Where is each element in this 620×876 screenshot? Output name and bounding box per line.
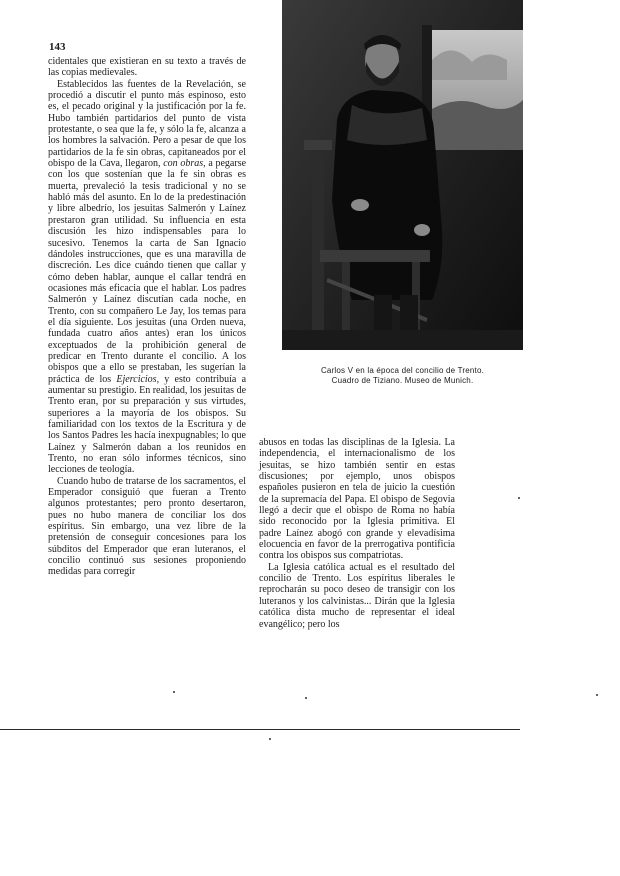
emphasis-text: con obras, (163, 158, 206, 170)
photo-caption (282, 366, 523, 386)
text-run: a pegarse con los que sostenían que la fe sin obras es muerta, prevaleció la tesis tradicional y no se habló más del asunto. En lo de la predestinación y libre albedrío, los jesuitas Salmerón y Laínez prestaron gran utilidad. Su influencia en esta discusión les hizo indispensables para lo sucesivo. Tenemos la carta de San Ignacio dándoles instrucciones, que es una maravilla de discreción. Les dice cuándo tienen que callar y cómo deben hablar, aunque el callar tendrá en ocasiones más eficacia que el hablar. Los padres Salmerón y Laínez discutían cada noche, en Trento, con su compañero Le Jay, los temas para el día siguiente. Los jesuitas (una Orden nueva, fundada cuatro años antes) eran los únicos exceptuados de la prohibición general de predicar en Trento durante el concilio. A los obispos que a ello se prestaban, les sugerían la práctica de los (48, 158, 247, 385)
scan-speck (269, 738, 271, 740)
text-run: Establecidos las fuentes de la Revelación, se procedió a discutir el punto más espinoso, esto es, el pecado original y la justificación por la fe. Hubo también partidarios del punto de vista protestante, o sea que la fe, y sólo la fe, alcanza a los hombres la salvación. Pero a pesar de que los partidarios de la fe sin obras, capitaneados por el obispo de la Cava, llegaron, (48, 78, 246, 170)
scan-speck (596, 694, 598, 696)
caption-line: Cuadro de Tiziano. Museo de Munich. (331, 376, 474, 385)
scan-speck (305, 697, 307, 699)
portrait-photo (282, 0, 523, 350)
caption-line: Carlos V en la época del concilio de Trento. (320, 366, 485, 375)
paragraph: Cuando hubo de tratarse de los sacramentos, el Emperador consiguió que fueran a Trento algunos protestantes; pero pronto desertaron, pues no hubo manera de conciliar los dos espíritus. Sin embargo, una vez libre de la pretensión de conseguir concesiones para los súbditos del Emperador que eran luteranos, el concilio continuó sus sesiones proponiendo medidas para corregir (48, 475, 246, 578)
paragraph (48, 79, 246, 476)
paragraph: La Iglesia católica actual es el resultado del concilio de Trento. Los espíritus liberales le reprocharán su poco deseo de transigir con los luteranos y los calvinistas... Dirán que la Iglesia católica dista mucho de representar el ideal evangélico; pero los (259, 561, 455, 630)
page-bottom-rule (0, 729, 520, 730)
scan-speck (173, 691, 175, 693)
scan-speck (518, 497, 520, 499)
text-column-right (259, 437, 455, 630)
text-run: y esto contribuía a aumentar su prestigio. En realidad, los jesuitas de Trento eran, por su preparación y sus virtudes, superiores a la mayoría de los obispos. Su familiaridad con los textos de la Escritura y de los Santos Padres les hacía inexpugnables; lo que Laínez y Salmerón daban a los reunidos en Trento, no eran sólo informes técnicos, sino lecciones de teología. (48, 373, 247, 476)
portrait-illustration (282, 0, 523, 350)
emphasis-text: Ejercicios, (116, 373, 160, 385)
paragraph: abusos en todas las disciplinas de la Iglesia. La independencia, el internacionalismo de los jesuitas, se hizo también sentir en estas discusiones; por ejemplo, unos obispos españoles pusieron en tela de juicio la cuestión de la supremacía del Papa. El obispo de Segovia llegó a decir que el obispo de Roma no había sido reconocido por la Iglesia primitiva. El padre Laínez abogó con grande y elevadísima elocuencia en favor de la prerrogativa pontificia contra los obispos sus compatriotas. (259, 437, 455, 562)
page-number: 143 (49, 41, 66, 53)
text-column-left (48, 56, 246, 578)
paragraph: cidentales que existieran en su texto a través de las copias medievales. (48, 56, 246, 79)
